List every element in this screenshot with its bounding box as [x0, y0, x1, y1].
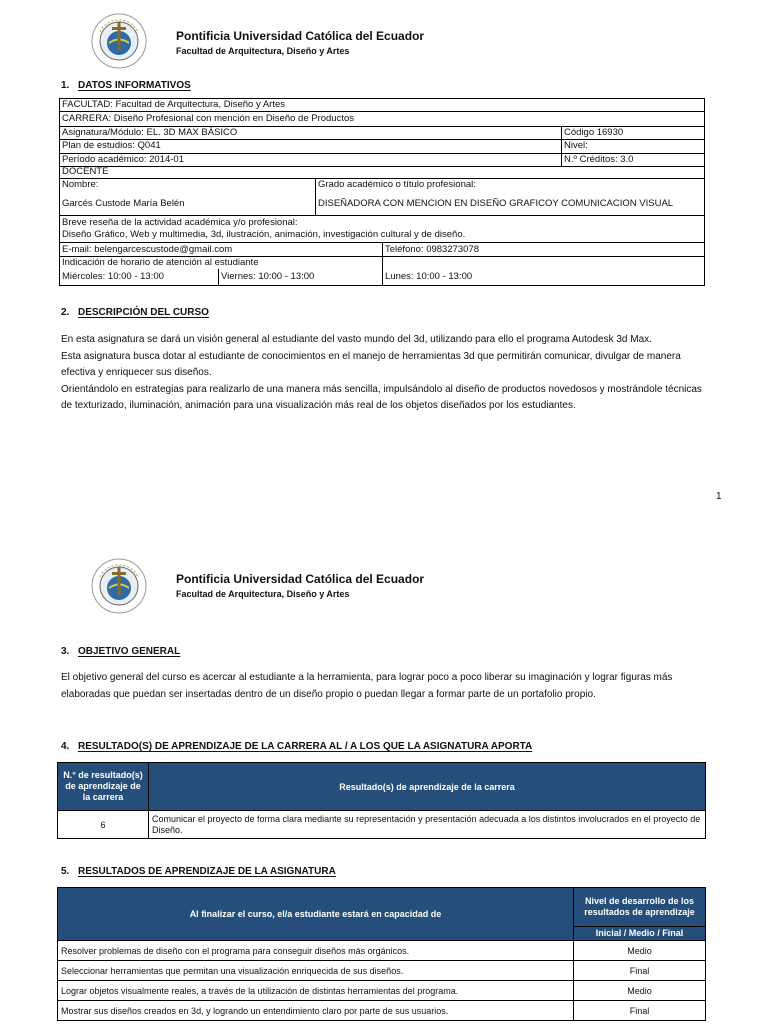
grado-value: DISEÑADORA CON MENCION EN DISEÑO GRAFICOY COMUNICACION VISUAL: [318, 198, 674, 209]
result-level: Medio: [574, 981, 706, 1001]
section-3-heading: [61, 646, 180, 657]
section-number: 3.: [61, 646, 70, 657]
result-text: Mostrar sus diseños creados en 3d, y logrando un entendimiento claro por parte de sus usuarios.: [58, 1001, 574, 1021]
objetivo-text: El objetivo general del curso es acercar al estudiante a la herramienta, para lograr poco a poco liberar su imaginación y lograr figuras más elaboradas que puedan ser insertadas dentro de un diseño propio o puedan llegar a formar parte de un portafolio propio.: [61, 672, 673, 700]
carrera-cell: CARRERA: Diseño Profesional con mención en Diseño de Productos: [62, 113, 355, 124]
grado-label: Grado académico o título profesional:: [318, 179, 476, 190]
result-level: Medio: [574, 941, 706, 961]
section-title: OBJETIVO GENERAL: [78, 646, 181, 657]
faculty-name: Facultad de Arquitectura, Diseño y Artes: [176, 46, 350, 56]
result-text: Seleccionar herramientas que permitan una visualización enriquecida de sus diseños.: [58, 961, 574, 981]
horario-1: Miércoles: 10:00 - 13:00: [62, 271, 164, 282]
page-number: 1: [716, 491, 722, 502]
info-table: [59, 98, 705, 286]
result-level: Final: [574, 961, 706, 981]
university-name: Pontificia Universidad Católica del Ecuador: [176, 572, 425, 586]
header-num: N.° de resultado(s) de aprendizaje de la carrera: [58, 763, 149, 811]
descripcion-paragraph: Orientándolo en estrategias para realizarlo de una manera más sencilla, impulsándolo al diseño de productos novedosos y mostrándole técnicas de texturizado, iluminación, animación para una visualización más real de los objetos diseñados por los estudiantes.: [61, 383, 702, 411]
table-row: [58, 981, 706, 1001]
course-results-table: [57, 887, 706, 1021]
header-text: Resultado(s) de aprendizaje de la carrera: [149, 763, 706, 811]
section-4-heading: [61, 741, 532, 752]
resena-label: Breve reseña de la actividad académica y/o profesional:: [62, 217, 298, 228]
section-5-heading: [61, 866, 336, 877]
section-number: 1.: [61, 80, 70, 91]
result-level: Final: [574, 1001, 706, 1021]
section-2-heading: [61, 307, 209, 318]
email-cell: E-mail: belengarcescustode@gmail.com: [62, 244, 233, 255]
table-row: [58, 811, 706, 839]
descripcion-text: [61, 332, 709, 415]
section-number: 2.: [61, 307, 70, 318]
periodo-cell: Período académico: 2014-01: [62, 154, 184, 165]
telefono-cell: Teléfono: 0983273078: [385, 244, 480, 255]
header-level-sub: Inicial / Medio / Final: [574, 927, 706, 941]
facultad-cell: FACULTAD: Facultad de Arquitectura, Diseño y Artes: [62, 99, 285, 110]
header-main: Al finalizar el curso, el/a estudiante estará en capacidad de: [58, 888, 574, 941]
university-seal-icon: [90, 557, 148, 615]
career-results-table: [57, 762, 706, 839]
docente-label: DOCENTE: [62, 166, 109, 177]
table-row: [58, 1001, 706, 1021]
table-row: [58, 961, 706, 981]
descripcion-paragraph: Esta asignatura busca dotar al estudiante de conocimientos en el manejo de herramientas 3d que permitirán comunicar, divulgar de manera efectiva y enriquecer sus diseños.: [61, 350, 681, 378]
section-number: 5.: [61, 866, 70, 877]
university-seal-icon: [90, 12, 148, 70]
result-text: Comunicar el proyecto de forma clara mediante su representación y presentación adecuada a los distintos involucrados en el proyecto de Diseño.: [149, 811, 706, 839]
section-title: RESULTADOS DE APRENDIZAJE DE LA ASIGNATURA: [78, 866, 336, 877]
resena-value: Diseño Gráfico, Web y multimedia, 3d, ilustración, animación, investigación cultural y de diseño.: [62, 229, 466, 240]
header-level: Nivel de desarrollo de los resultados de aprendizaje: [574, 888, 706, 927]
section-number: 4.: [61, 741, 70, 752]
descripcion-paragraph: En esta asignatura se dará un visión general al estudiante del vasto mundo del 3d, utilizando para ello el programa Autodesk 3d Max.: [61, 334, 652, 345]
asignatura-cell: Asignatura/Módulo: EL. 3D MAX BÁSICO: [62, 127, 238, 138]
section-title: RESULTADO(S) DE APRENDIZAJE DE LA CARRERA AL / A LOS QUE LA ASIGNATURA APORTA: [78, 741, 533, 752]
horario-2: Viernes: 10:00 - 13:00: [221, 271, 315, 282]
horario-3: Lunes: 10:00 - 13:00: [385, 271, 473, 282]
nombre-label: Nombre:: [62, 179, 99, 190]
section-1-heading: [61, 80, 191, 91]
horario-label: Indicación de horario de atención al estudiante: [62, 257, 259, 268]
result-text: Resolver problemas de diseño con el programa para conseguir diseños más orgánicos.: [58, 941, 574, 961]
result-num: 6: [58, 811, 149, 839]
section-title: DATOS INFORMATIVOS: [78, 80, 191, 91]
section-title: DESCRIPCIÓN DEL CURSO: [78, 307, 209, 318]
university-name: Pontificia Universidad Católica del Ecuador: [176, 29, 425, 43]
table-row: [58, 941, 706, 961]
codigo-cell: Código 16930: [564, 127, 624, 138]
nombre-value: Garcés Custode María Belén: [62, 198, 185, 209]
result-text: Lograr objetos visualmente reales, a través de la utilización de distintas herramientas del programa.: [58, 981, 574, 1001]
faculty-name: Facultad de Arquitectura, Diseño y Artes: [176, 589, 350, 599]
creditos-cell: N.º Créditos: 3.0: [564, 154, 634, 165]
plan-cell: Plan de estudios: Q041: [62, 140, 161, 151]
nivel-cell: Nivel:: [564, 140, 588, 151]
